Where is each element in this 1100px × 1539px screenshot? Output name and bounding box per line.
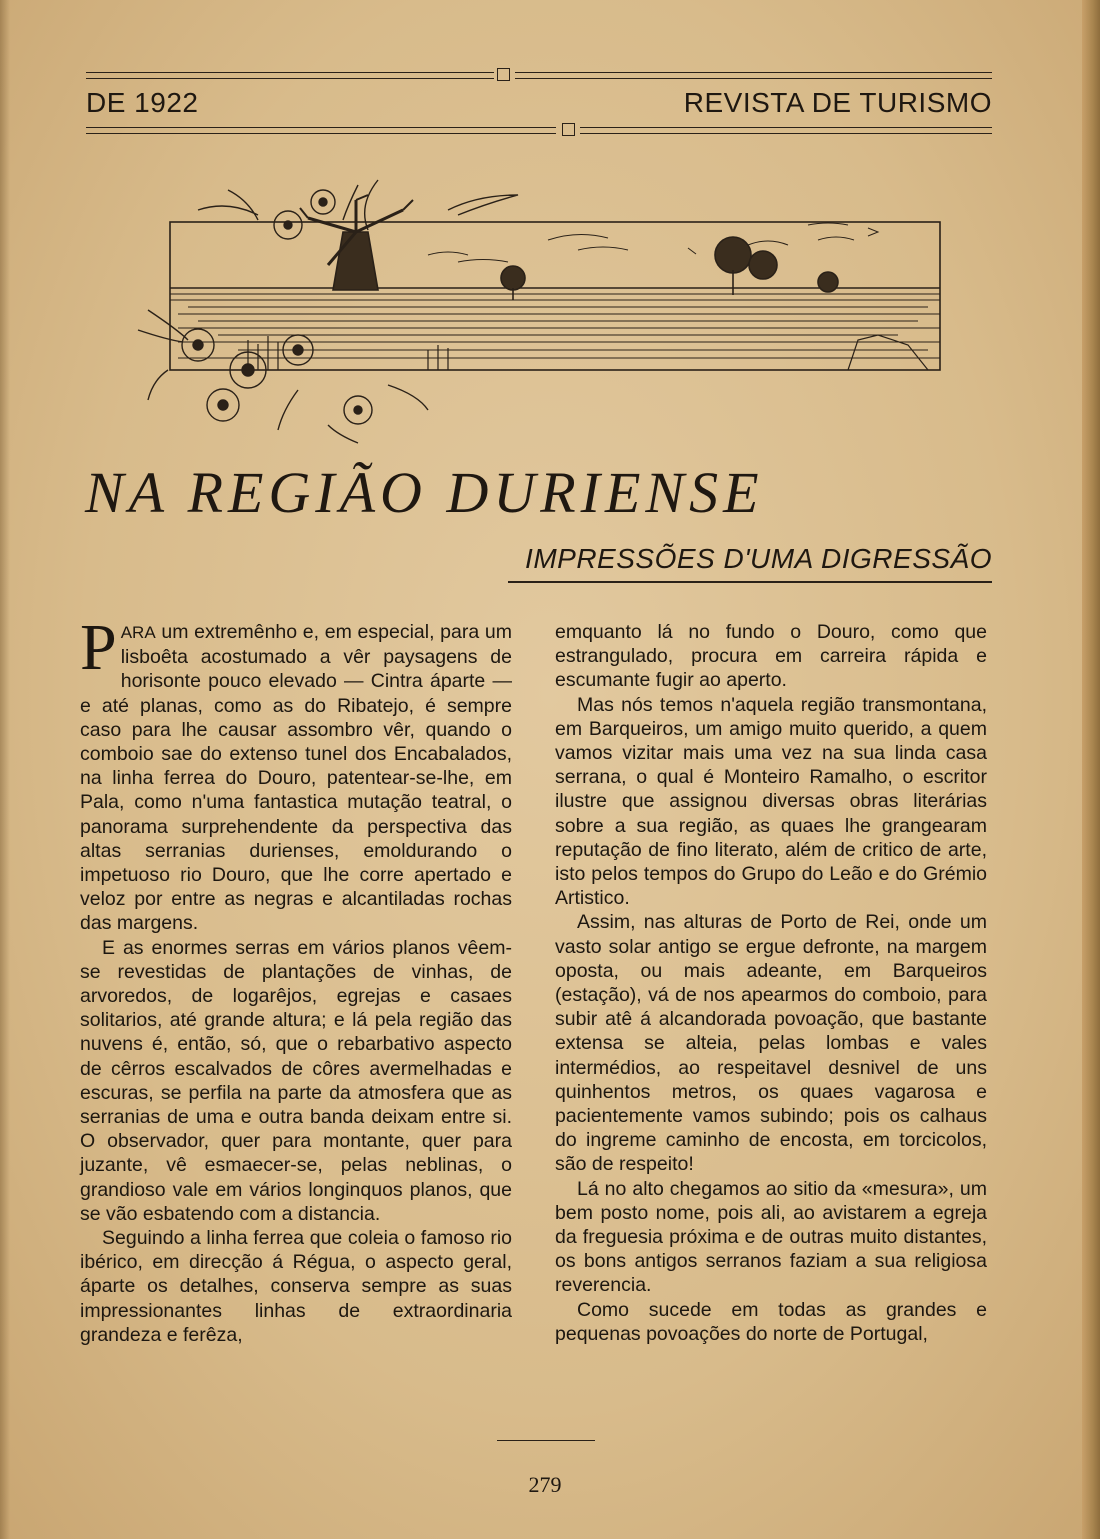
article-column-left xyxy=(80,611,512,1347)
header-rule-top-right xyxy=(515,72,992,79)
page-left-edge xyxy=(0,0,10,1539)
windmill-landscape-illustration xyxy=(128,170,958,445)
paragraph: Assim, nas alturas de Porto de Rei, onde um vasto solar antigo se ergue defronte, na margem oposta, ou mais adeante, em Barqueiros (estação), vá de nos apearmos do comboio, para subir atê á alcandorada povoação, que bastante extensa se alteia, pelas lombas e vales intermédios, ao respeitavel desnivel de uns quinhentos metros, os quaes vagarosa e pacientemente vamos subindo; pois os calhaus do ingreme caminho de encosta, em torcicolos, são de respeito! xyxy=(555,911,987,1176)
footer-rule xyxy=(497,1440,595,1441)
running-header-journal: REVISTA DE TURISMO xyxy=(683,87,992,118)
paragraph: E as enormes serras em vários planos vêem-se revestidas de plantações de vinhas, de arvoredos, de logarêjos, egrejas e casaes solitarios, até grande altura; e lá pela região das nuvens é, então, só, que o rebarbativo aspecto de cêrros escalvados de côres avermelhadas e escuras, se perfila na parte da atmosfera que as serranias de uma e outra banda deixam entre si. O observador, quer para montante, quer para juzante, vê esmaecer-se, pelas neblinas, o grandioso vale em vários longinquos planos, que se vão esbatendo com a distancia. xyxy=(80,936,512,1225)
paragraph: emquanto lá no fundo o Douro, como que estrangulado, procura em carreira rápida e escumante fugir ao aperto. xyxy=(555,621,987,692)
header-ornament-top xyxy=(497,68,510,81)
page-right-edge xyxy=(1082,0,1100,1539)
paragraph xyxy=(80,611,512,936)
article-column-right xyxy=(555,620,987,1346)
header-rule-top-left xyxy=(86,72,494,79)
article-title: NA REGIÃO DURIENSE xyxy=(85,460,764,525)
running-header-date: DE 1922 xyxy=(86,87,199,118)
paragraph: Lá no alto chegamos ao sitio da «mesura», um bem posto nome, pois ali, ao avistarem a egreja da freguesia próxima e de outras muito distantes, os bons antigos serranos faziam a sua religiosa reverencia. xyxy=(555,1177,987,1297)
header-ornament-bottom xyxy=(562,123,575,136)
subtitle-rule xyxy=(508,581,992,583)
paragraph: Seguindo a linha ferrea que coleia o famoso rio ibérico, em direcção á Régua, o aspecto geral, áparte os detalhes, conserva sempre as suas impressionantes linhas de extraordinaria grandeza e ferêza, xyxy=(80,1227,512,1346)
paragraph: Mas nós temos n'aquela região transmontana, em Barqueiros, um amigo muito querido, a quem vamos vizitar mais uma vez na sua linda casa serrana, o qual é Monteiro Ramalho, o escritor ilustre que assignou diversas obras literárias sobre a sua região, as quaes lhe grangearam reputação de fino literato, além de critico de arte, isto pelos tempos do Grupo do Leão e do Grémio Artistico. xyxy=(555,693,987,910)
drop-cap: P xyxy=(80,611,117,684)
page-number: 279 xyxy=(528,1472,562,1497)
paragraph-text: um extremênho e, em especial, para um lisboêta acostumado a vêr paysagens de horisonte pouco elevado — Cintra áparte — e até planas, como as do Ribatejo, é sempre caso para lhe causar assombro vêr, quando o comboio sae do extenso tunel dos Encabalados, na linha ferrea do Douro, patentear-se-lhe, em Pala, como n'uma fantastica mutação teatral, o panorama surprehendente da perspectiva das altas serranias durienses, emoldurando o impetuoso rio Douro, que lhe corre apertado e veloz por entre as negras e alcantiladas rochas das margens. xyxy=(80,621,512,935)
article-subtitle: IMPRESSÕES D'UMA DIGRESSÃO xyxy=(525,543,992,574)
header-rule-bottom-right xyxy=(580,127,992,134)
paragraph: Como sucede em todas as grandes e pequenas povoações do norte de Portugal, xyxy=(555,1298,987,1345)
header-rule-bottom-left xyxy=(86,127,556,134)
lead-smallcaps: ARA xyxy=(120,623,156,642)
